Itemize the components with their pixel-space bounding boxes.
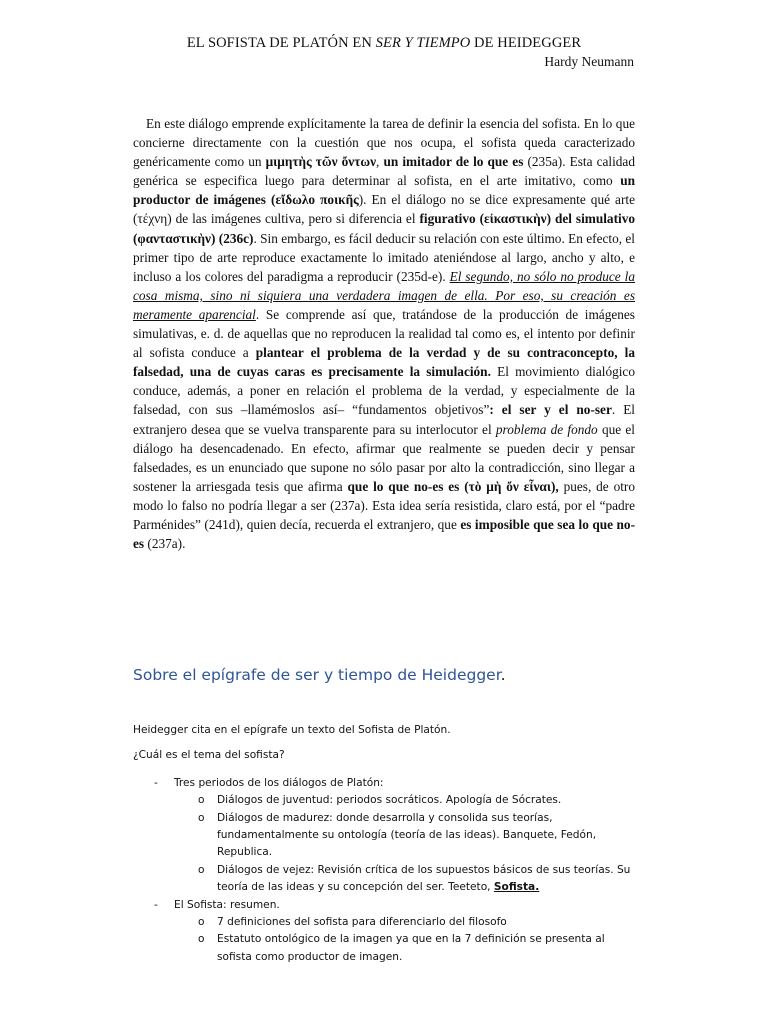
essay-run: figurativo (εἰκαστικὴν) del simulativo (φανταστικὴν) (236c) [133,211,635,246]
circle-bullet: o [198,933,205,946]
dash-bullet: - [154,776,158,789]
outline-subitem [133,914,633,931]
outline-subitem-text: Diálogos de juventud: periodos socráticos. Apología de Sócrates. [217,794,562,807]
notes-intro: Heidegger cita en el epígrafe un texto del Sofista de Platón. [133,724,451,736]
outline-item [133,775,633,792]
essay-run: que lo que no-es es (τὸ μὴ ὄν εἶναι), [347,478,559,494]
essay-run: (237a). [144,536,186,552]
outline-list [133,775,633,966]
dash-bullet: - [154,898,158,911]
essay-run: pues, de otro modo lo falso no podría llegar a ser (237a). Esta idea sería resistida, claro está, por el “padre Parménides” (241d), quien decía, recuerda el extranjero, que [133,478,635,532]
essay-run: (235a). Esta calidad genérica se especifica luego para determinar al sofista, en el arte imitativo, como [133,154,635,189]
essay-run: El movimiento dialógico conduce, además, a poner en relación el problema de la verdad, y especialmente de la falsedad, con sus –llamémoslos así– “fundamentos objetivos” [133,364,635,418]
outline-subitem [133,792,633,809]
essay-run: . Sin embargo, es fácil deducir su relación con este último. En efecto, el primer tipo de arte reproduce exactamente lo imitado ateniéndose al largo, ancho y alto, e incluso a los colores del paradigma a reproducir (235d-e). [133,230,635,284]
essay-run: que el diálogo ha desencadenado. En efecto, afirmar que realmente se pueden decir y pensar falsedades, es un enunciado que supone no sólo pasar por alto la contradicción, sino llegar a sostener la arriesgada tesis que afirma [133,421,636,494]
outline-subitem-text: 7 definiciones del sofista para diferenciarlo del filosofo [217,916,507,929]
outline-item-label: El Sofista: resumen. [174,898,280,911]
circle-bullet: o [198,794,205,807]
essay-run: . El extranjero desea que se vuelva transparente para su interlocutor el [133,402,636,437]
essay-run: En este diálogo emprende explícitamente la tarea de definir la esencia del sofista. En lo que concierne directamente con la cuestión que nos ocupa, el sofista queda caracterizado genéricamente como un [133,116,635,170]
title-prefix: EL SOFISTA DE PLATÓN EN [186,35,376,51]
circle-bullet: o [198,916,205,929]
essay-run: , [376,154,384,170]
outline-item [133,897,633,914]
notes-block [133,722,633,966]
essay-run: plantear el problema de la verdad y de su contraconcepto, la falsedad, una de cuyas caras es precisamente la simulación. [133,345,636,380]
essay-run: El segundo, no sólo no produce la cosa misma, sino ni siquiera una verdadera imagen de ella. Por eso, su creación es meramente aparencial [133,268,636,322]
title-suffix: DE HEIDEGGER [470,35,582,51]
outline-subitem-text: Diálogos de vejez: Revisión crítica de los supuestos básicos de sus teorías. Su teoría de las ideas y su concepción del ser. Teeteto, [217,863,631,894]
document-title [0,35,768,52]
outline-item-label: Tres periodos de los diálogos de Platón: [174,776,384,789]
section-heading-text: Sobre el epígrafe de ser y tiempo de Heidegger [133,666,501,684]
outline-subitem [133,931,633,966]
essay-run: un imitador de lo que es [383,154,524,170]
outline-subitem [133,810,633,862]
section-heading-period: . [500,666,506,684]
essay-run: un productor de imágenes (εἴδωλο ποικῆς [133,173,635,208]
emphasized-title: Sofista. [493,881,540,894]
author-name: Hardy Neumann [544,54,634,69]
outline-subitem-text: Diálogos de madurez: donde desarrolla y consolida sus teorías, fundamentalmente su ontología (teoría de las ideas). Banquete, Fedón, Republica. [217,811,597,859]
essay-run: μιμητὴς τῶν ὄντων [265,154,377,170]
essay-run: : el ser y el no-ser [489,402,612,418]
essay-run: es imposible que sea lo que no-es [133,516,635,552]
essay-run: problema de fondo [495,421,598,437]
circle-bullet: o [198,811,205,824]
title-italic: SER Y TIEMPO [375,35,471,51]
notes-question: ¿Cuál es el tema del sofista? [133,749,285,762]
section-heading [133,666,506,684]
outline-subitem-text: Estatuto ontológico de la imagen ya que en la 7 definición se presenta al sofista como productor de imagen. [217,933,605,963]
essay-paragraph [133,114,635,553]
outline-subitem [133,862,633,897]
essay-run: . Se comprende así que, tratándose de la producción de imágenes simulativas, e. d. de aquellas que no reproducen la realidad tal como es, el intento por definir al sofista conduce a [133,306,635,361]
essay-run: ). En el diálogo no se dice expresamente qué arte (τέχνη) de las imágenes cultiva, pero si diferencia el [133,192,635,227]
circle-bullet: o [198,863,205,876]
